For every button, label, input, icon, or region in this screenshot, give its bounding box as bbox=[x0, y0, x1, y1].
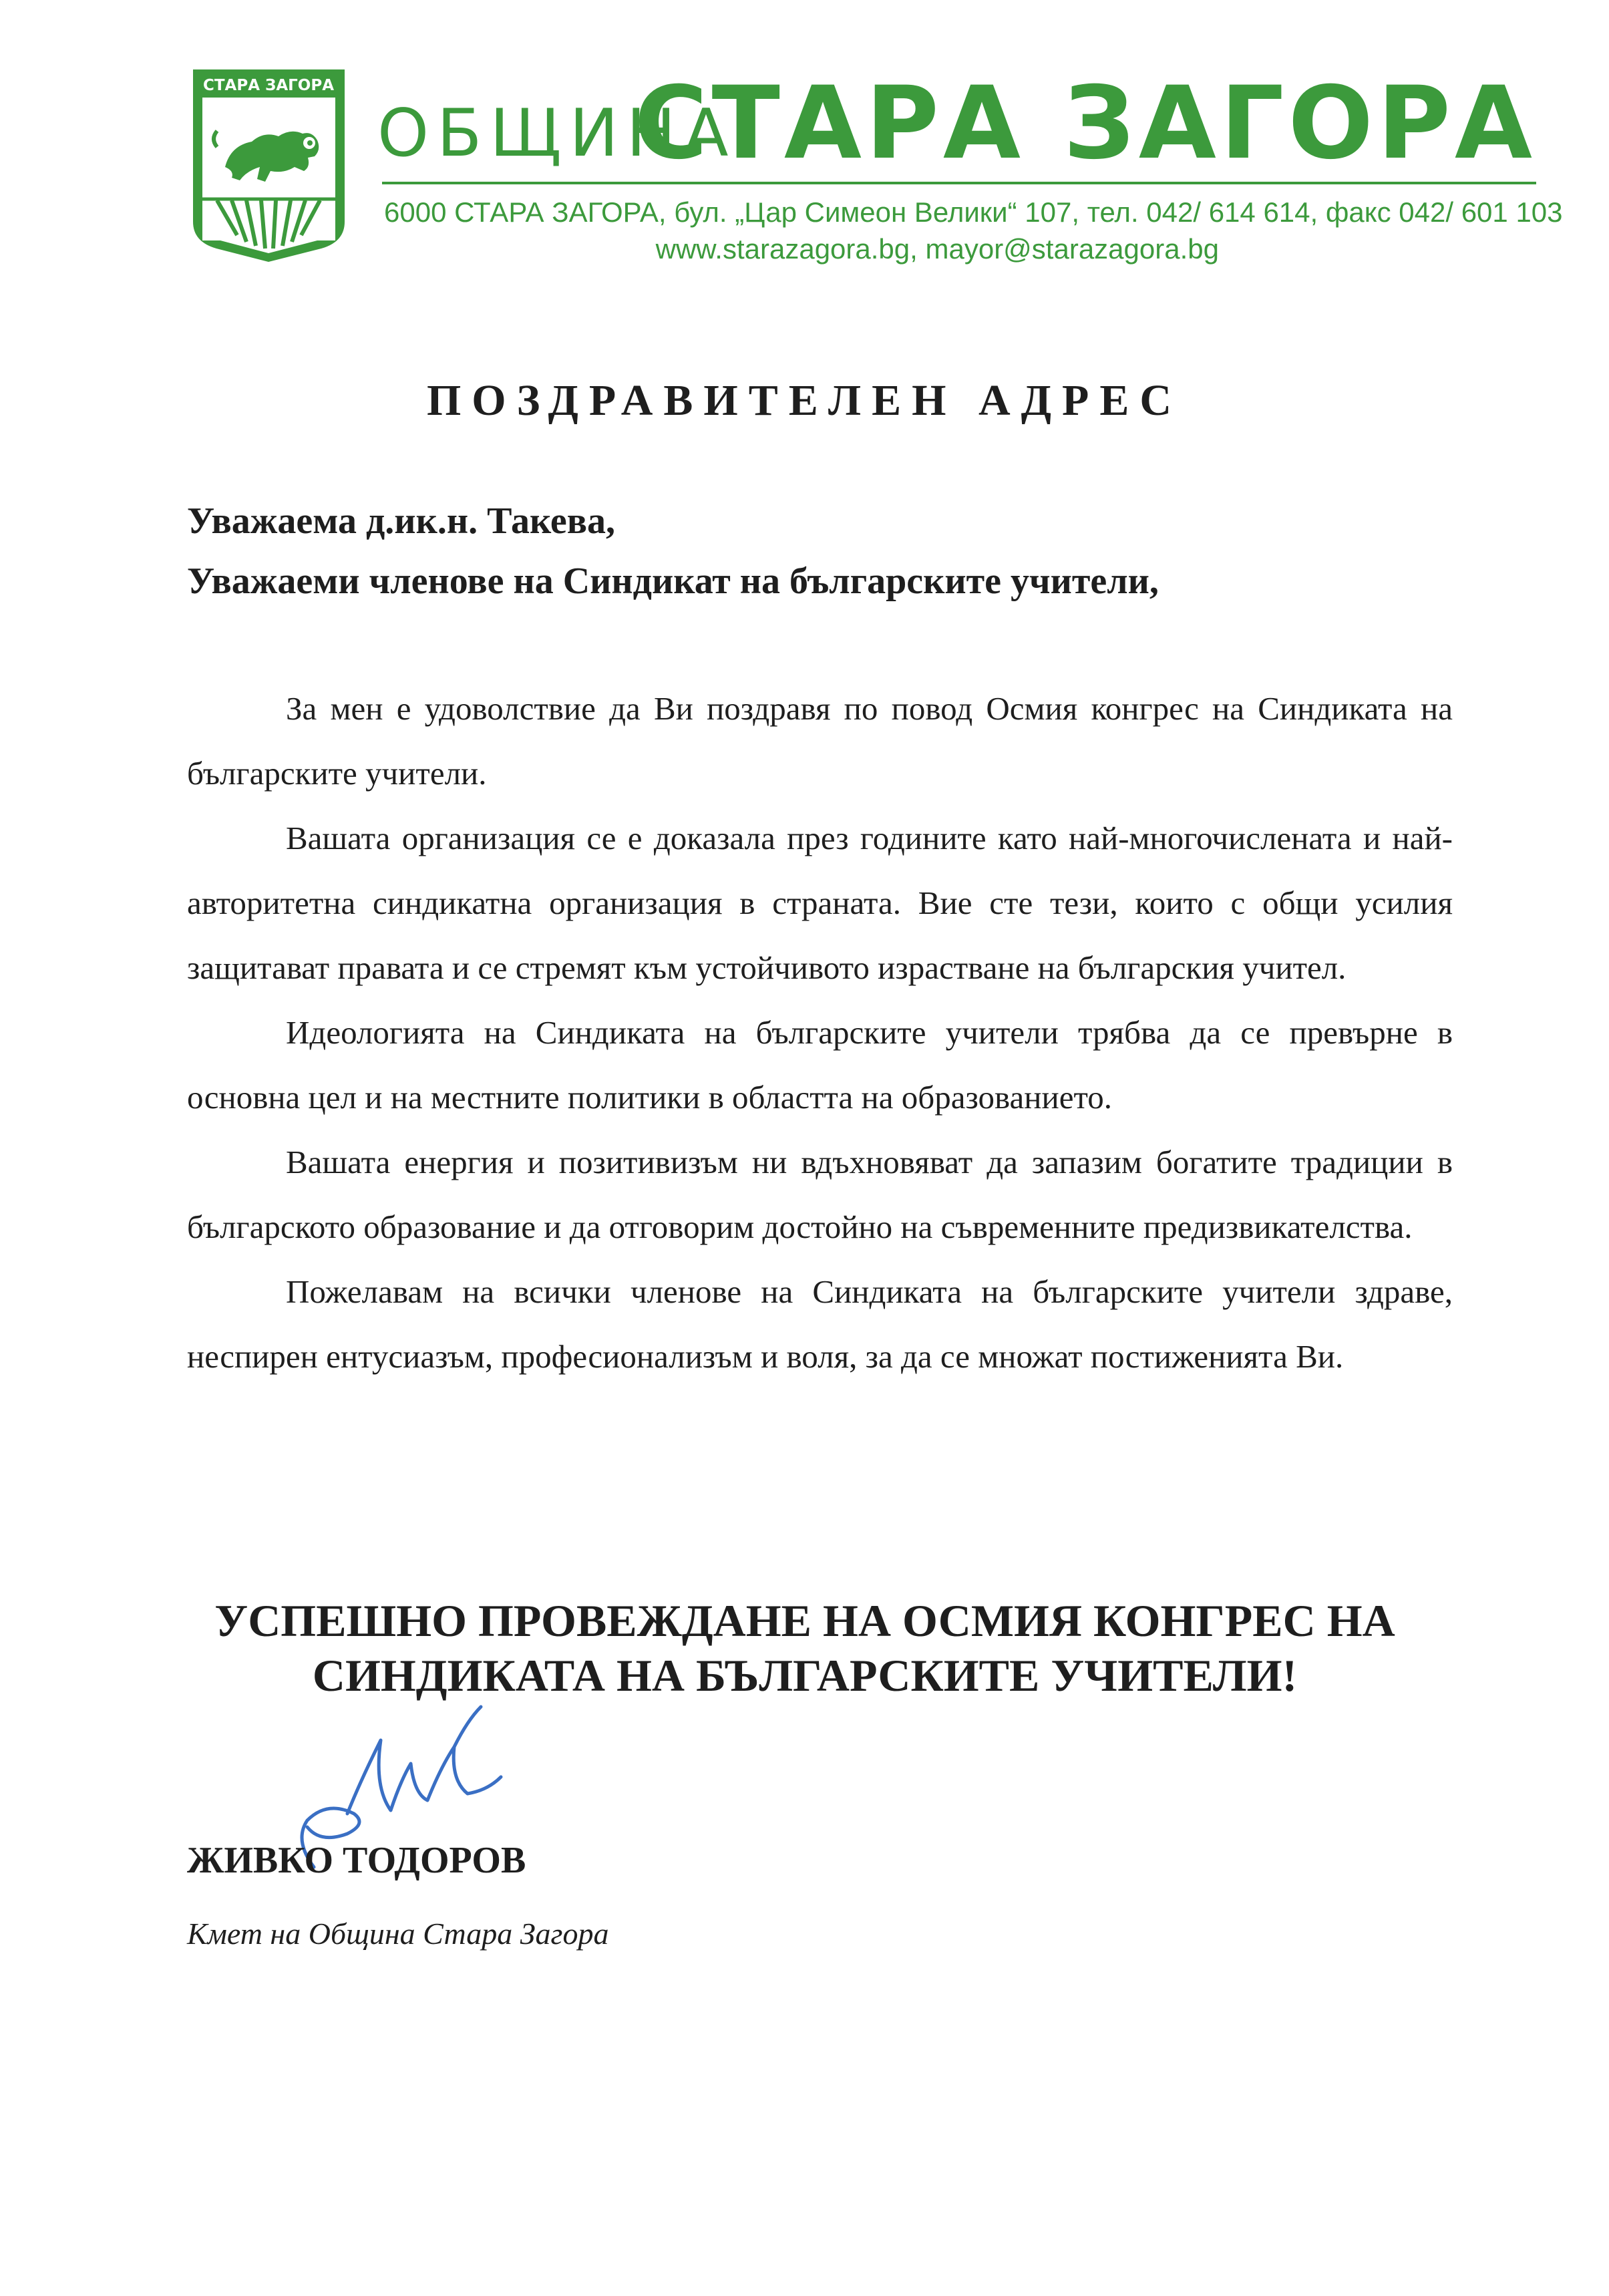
municipality-label: ОБЩИНА bbox=[377, 96, 737, 172]
crest-label: СТАРА ЗАГОРА bbox=[202, 77, 335, 94]
body-paragraph: Пожелавам на всички членове на Синдиката на българските учители здраве, неспирен ентусиазъм, професионализъм и воля, за да се множат постиженията Ви. bbox=[187, 1273, 1453, 1375]
body-paragraph: Вашата организация се е доказала през годините като най-многочислената и най-авторитетна синдикатна организация в страната. Вие сте тези, които с общи усилия защитават правата и се стремят към устойчивото израстване на българския учител. bbox=[187, 820, 1453, 986]
greeting-line: Уважаема д.ик.н. Такева, bbox=[187, 500, 616, 542]
city-name: СТАРА ЗАГОРА bbox=[634, 65, 1536, 182]
body-paragraph: Вашата енергия и позитивизъм ни вдъхновяват да запазим богатите традиции в българското образование и да отговорим достойно на съвременните предизвикателства. bbox=[187, 1144, 1453, 1245]
body-paragraph: Идеологията на Синдиката на българските учители трябва да се превърне в основна цел и на местните политики в областта на образованието. bbox=[187, 1014, 1453, 1116]
lion-coat-of-arms-icon bbox=[190, 67, 347, 264]
body-paragraph: За мен е удоволствие да Ви поздравя по повод Осмия конгрес на Синдиката на българските учители. bbox=[187, 690, 1453, 792]
address-line: 6000 СТАРА ЗАГОРА, бул. „Цар Симеон Велики“ 107, тел. 042/ 614 614, факс 042/ 601 103 bbox=[384, 196, 1563, 228]
closing-wish: УСПЕШНО ПРОВЕЖДАНЕ НА ОСМИЯ КОНГРЕС НА СИНДИКАТА НА БЪЛГАРСКИТЕ УЧИТЕЛИ! bbox=[214, 1595, 1395, 1701]
greeting-line: Уважаеми членове на Синдикат на българските учители, bbox=[187, 560, 1159, 602]
header-divider bbox=[382, 182, 1536, 184]
web-contact-line: www.starazagora.bg, mayor@starazagora.bg bbox=[655, 233, 1219, 265]
letter-body bbox=[187, 676, 1453, 1389]
signer-title: Кмет на Община Стара Загора bbox=[187, 1917, 609, 1951]
letter-title: ПОЗДРАВИТЕЛЕН АДРЕС bbox=[426, 376, 1183, 425]
signer-name: ЖИВКО ТОДОРОВ bbox=[187, 1840, 526, 1881]
